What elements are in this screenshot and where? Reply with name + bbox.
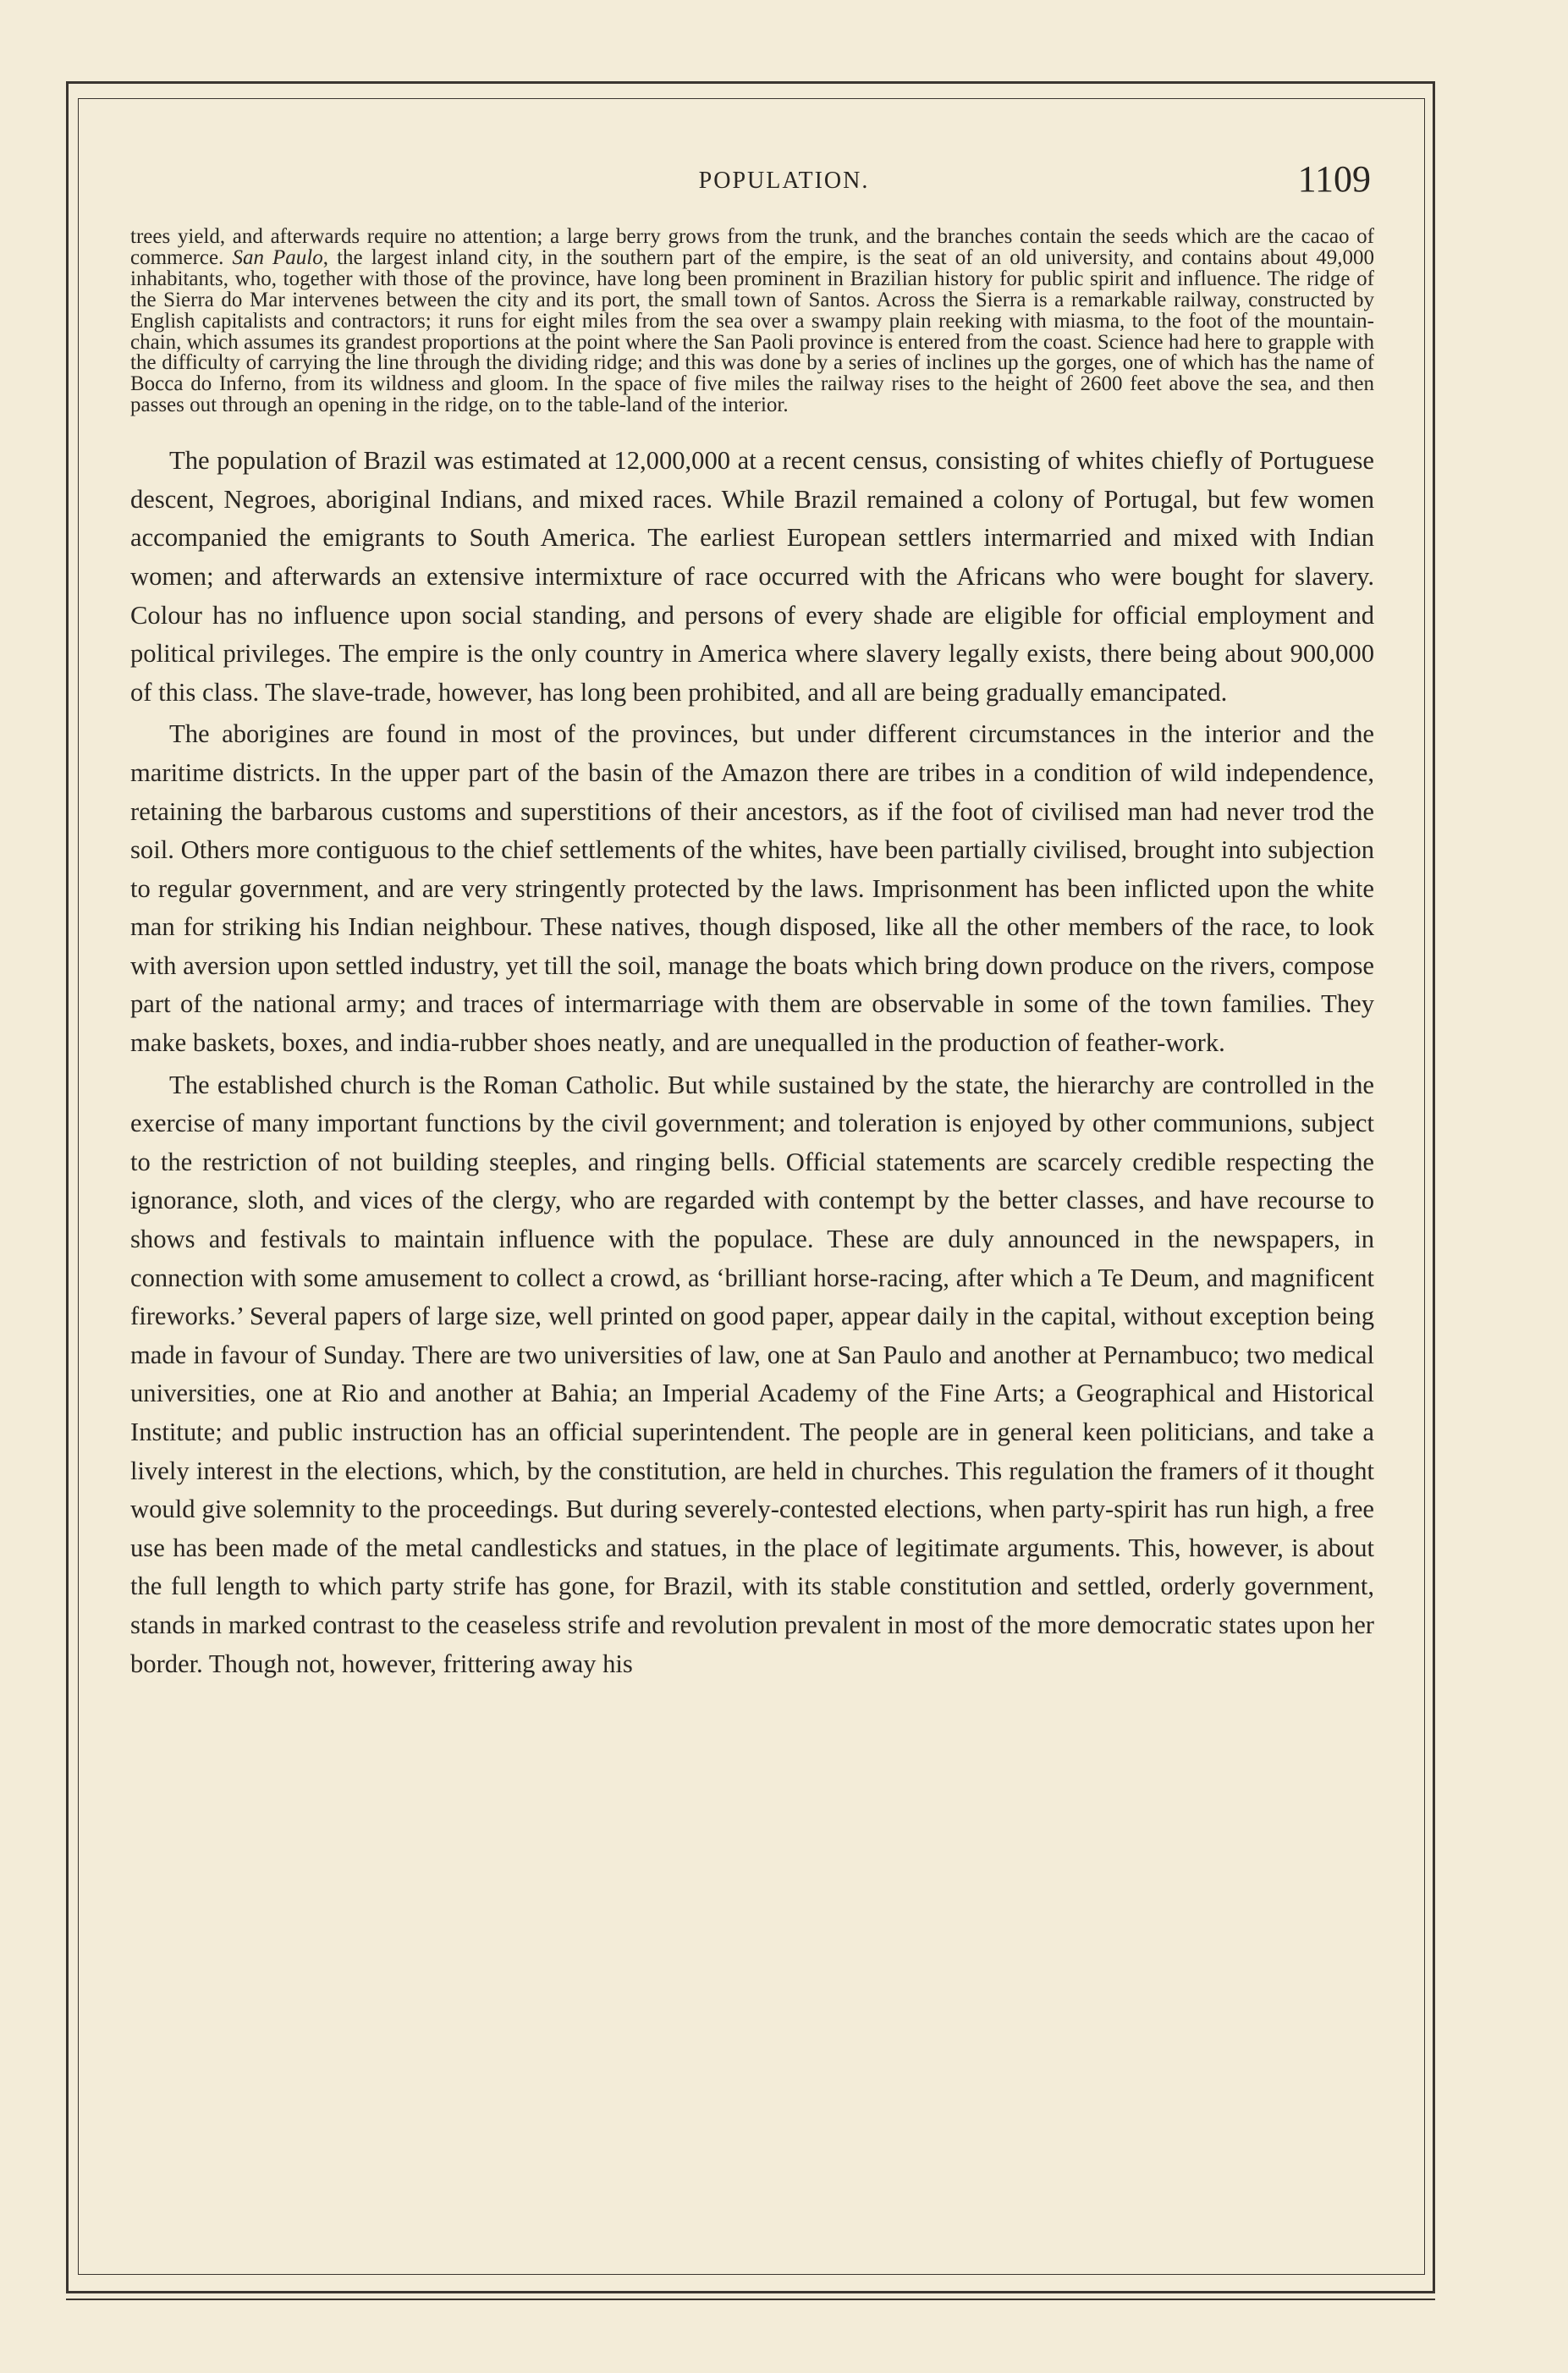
paragraph-population: The population of Brazil was estimated at 12,000,000 at a recent census, consisting of whites chiefly of Portuguese descent, Negroes, aboriginal Indians, and mixed races. While Brazil remained a colony of Portugal, but few women accompanied the emigrants to South America. The earliest European settlers intermarried and mixed with Indian women; and afterwards an extensive intermixture of race occurred with the Africans who were bought for slavery. Colour has no influence upon social standing, and persons of every shade are eligible for official employment and political privileges. The empire is the only country in America where slavery legally exists, there being about 900,000 of this class. The slave-trade, however, has long been prohibited, and all are being gradually emancipated. <box>130 446 1374 707</box>
page-number: 1109 <box>1297 158 1371 200</box>
running-title: POPULATION. <box>698 168 870 194</box>
italic-place-name: San Paulo <box>232 245 323 269</box>
small-print-text-b: , the largest inland city, in the southern part of the empire, is the seat of an old university, and contains about 49,000 inhabitants, who, together with those of the province, have long been prominent in Brazilian history for public spirit and influence. The ridge of the Sierra do Mar intervenes between the city and its port, the small town of Santos. Across the Sierra is a remarkable railway, constructed by English capitalists and contractors; it runs for eight miles from the sea over a swampy plain reeking with miasma, to the foot of the mountain-chain, which assumes its grandest proportions at the point where the San Paoli province is entered from the coast. Science had here to grapple with the difficulty of carrying the line through the dividing ridge; and this was done by a series of inclines up the gorges, one of which has the name of Bocca do Inferno, from its wildness and gloom. In the space of five miles the railway rises to the height of 2600 feet above the sea, and then passes out through an opening in the ridge, on to the table-land of the interior. <box>130 245 1375 417</box>
paragraph-aborigines: The aborigines are found in most of the provinces, but under different circumstances in the interior and the maritime districts. In the upper part of the basin of the Amazon there are tribes in a condition of wild independence, retaining the barbarous customs and superstitions of their ancestors, as if the foot of civilised man had never trod the soil. Others more contiguous to the chief settlements of the whites, have been partially civilised, brought into subjection to regular government, and are very stringently protected by the laws. Imprisonment has been inflicted upon the white man for striking his Indian neighbour. These natives, though disposed, like all the other members of the race, to look with aversion upon settled industry, yet till the soil, manage the boats which bring down produce on the rivers, compose part of the national army; and traces of intermarriage with them are observable in some of the town families. They make baskets, boxes, and india-rubber shoes neatly, and are unequalled in the production of feather-work. <box>130 719 1374 1058</box>
running-head <box>0 158 1568 210</box>
small-print-text-a: trees yield, and afterwards require no attention; a large berry grows from the trunk, and the branches contain the seeds which are the cacao of commerce. <box>130 225 1374 269</box>
paragraph-church: The established church is the Roman Catholic. But while sustained by the state, the hierarchy are controlled in the exercise of many important functions by the civil government; and toleration is enjoyed by other communions, subject to the restriction of not building steeples, and ringing bells. Official statements are scarcely credible respecting the ignorance, sloth, and vices of the clergy, who are regarded with contempt by the better classes, and have recourse to shows and festivals to maintain influence with the populace. These are duly announced in the newspapers, in connection with some amusement to collect a crowd, as ‘brilliant horse-racing, after which a Te Deum, and magnificent fireworks.’ Several papers of large size, well printed on good paper, appear daily in the capital, without exception being made in favour of Sunday. There are two universities of law, one at San Paulo and another at Pernambuco; two medical universities, one at Rio and another at Bahia; an Imperial Academy of the Fine Arts; a Geographical and Historical Institute; and public instruction has an official superintendent. The people are in general keen politicians, and take a lively interest in the elections, which, by the constitution, are held in churches. This regulation the framers of it thought would give solemnity to the proceedings. But during severely-contested elections, when party-spirit has run high, a free use has been made of the metal candlesticks and statues, in the place of legitimate arguments. This, however, is about the full length to which party strife has gone, for Brazil, with its stable constitution and settled, orderly government, stands in marked contrast to the ceaseless strife and revolution prevalent in most of the more democratic states upon her border. Though not, however, frittering away his <box>130 1070 1374 1678</box>
bottom-rule <box>66 2299 1435 2300</box>
small-print-paragraph <box>130 227 1374 416</box>
text-column <box>130 227 1374 1683</box>
